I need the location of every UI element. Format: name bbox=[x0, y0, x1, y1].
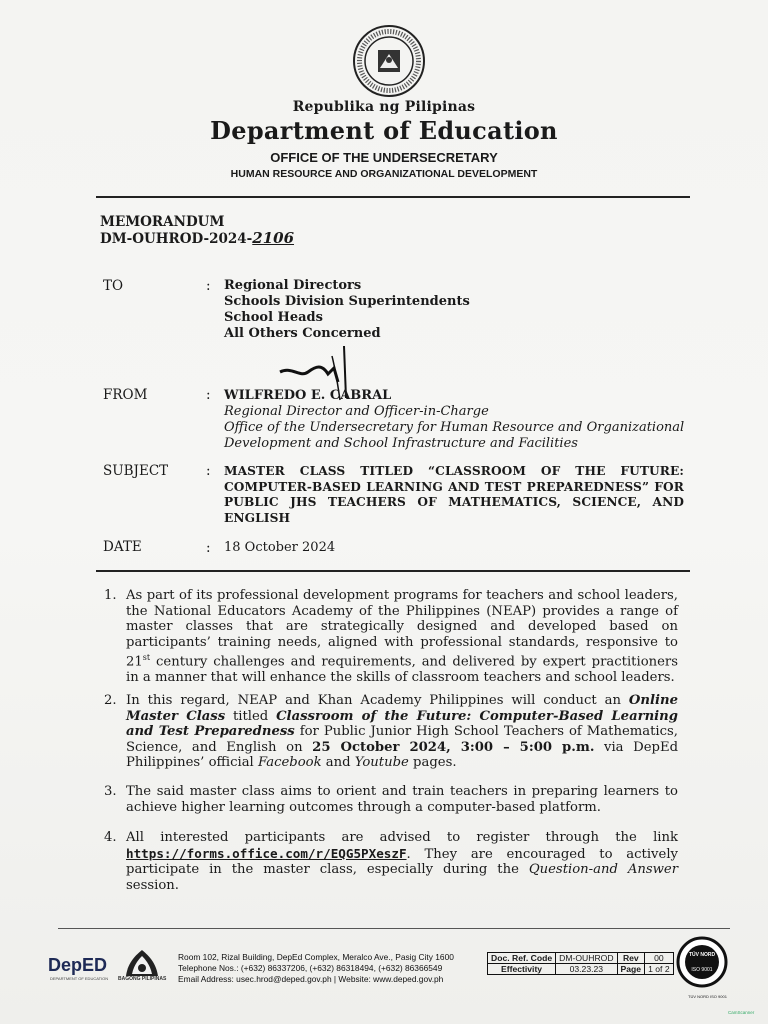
p4-a: All interested participants are advised to register through the link bbox=[126, 830, 678, 845]
hrod-heading: HUMAN RESOURCE AND ORGANIZATIONAL DEVELOPMENT bbox=[230, 168, 538, 180]
department-heading: Department of Education bbox=[210, 116, 558, 145]
p2-i: and bbox=[321, 755, 355, 771]
footer-divider bbox=[58, 928, 730, 929]
memo-label: MEMORANDUM bbox=[100, 214, 225, 230]
paragraph-4-body bbox=[126, 830, 678, 893]
memo-number-prefix: DM-OUHROD-2024- bbox=[100, 231, 253, 247]
iso-certificate-note: TÜV NORD ISO 9001 bbox=[688, 994, 727, 999]
paragraph-1-body bbox=[126, 588, 678, 686]
date-value: 18 October 2024 bbox=[224, 540, 336, 555]
memo-number-handwritten: 2106 bbox=[252, 229, 295, 247]
svg-text:TÜV NORD: TÜV NORD bbox=[688, 952, 716, 958]
header-divider bbox=[96, 196, 690, 198]
docref-page-value: 1 of 2 bbox=[645, 964, 674, 975]
date-colon: : bbox=[206, 540, 211, 556]
docref-effectivity-label: Effectivity bbox=[488, 964, 556, 975]
deped-seal-icon bbox=[352, 24, 426, 98]
from-name: WILFREDO E. CABRAL bbox=[224, 388, 392, 403]
to-label: TO bbox=[103, 278, 124, 294]
republika-heading: Republika ng Pilipinas bbox=[292, 99, 476, 115]
p2-a: In this regard, NEAP and Khan Academy Philippines will conduct an bbox=[126, 693, 629, 708]
paragraph-1-text-b: century challenges and requirements, and delivered by expert practitioners in a manner that will enhance the skills of classroom teachers and school leaders. bbox=[126, 654, 678, 686]
svg-text:ISO 9001: ISO 9001 bbox=[691, 967, 713, 973]
footer-contact bbox=[178, 952, 454, 985]
paragraph-4 bbox=[104, 830, 678, 893]
paragraph-1-text-a: As part of its professional development programs for teachers and school leaders, the National Educators Academy of the Philippines (NEAP) provides a range of master classes that are strategically designed and developed based on participants’ training needs, aligned with professional standards, responsive to 21 bbox=[126, 588, 678, 670]
p4-d: session. bbox=[126, 877, 179, 893]
to-line-2: Schools Division Superintendents bbox=[224, 294, 470, 309]
memo-number bbox=[100, 229, 294, 247]
to-line-4: All Others Concerned bbox=[224, 326, 381, 341]
p2-e: for Public Junior High School Teachers of Mathematics, Science, and English on bbox=[126, 724, 678, 755]
iso-certification-badge-icon bbox=[676, 936, 728, 988]
body-divider bbox=[96, 570, 690, 572]
paragraph-3-number: 3. bbox=[104, 784, 117, 799]
docref-code-label: Doc. Ref. Code bbox=[488, 953, 556, 964]
to-line-1: Regional Directors bbox=[224, 278, 362, 293]
subject-colon: : bbox=[206, 463, 211, 479]
p2-k: pages. bbox=[408, 755, 457, 771]
paragraph-2 bbox=[104, 693, 678, 771]
docref-page-label: Page bbox=[617, 964, 645, 975]
p2-schedule: 25 October 2024, 3:00 – 5:00 p.m. bbox=[312, 739, 595, 755]
paragraph-4-number: 4. bbox=[104, 830, 117, 845]
p2-youtube: Youtube bbox=[354, 755, 409, 771]
footer-phones: Telephone Nos.: (+632) 86337206, (+632) 86318494, (+632) 86366549 bbox=[178, 963, 443, 973]
to-recipients bbox=[224, 278, 470, 342]
from-label: FROM bbox=[103, 387, 148, 403]
subject-text: MASTER CLASS TITLED “CLASSROOM OF THE FUTURE: COMPUTER-BASED LEARNING AND TEST PREPAREDNESS” FOR PUBLIC JHS TEACHERS OF MATHEMATICS, SCIENCE, AND ENGLISH bbox=[224, 464, 684, 525]
deped-logo: DepED bbox=[48, 955, 108, 975]
p2-g: via DepEd Philippines’ official bbox=[126, 739, 679, 771]
docref-rev-label: Rev bbox=[617, 953, 645, 964]
date-label: DATE bbox=[103, 539, 142, 555]
p2-class-title: Classroom of the Future: Computer-Based Learning and Test Preparedness bbox=[126, 708, 678, 740]
camscanner-watermark: CamScanner bbox=[728, 1010, 755, 1015]
footer-address: Room 102, Rizal Building, DepEd Complex, Meralco Ave., Pasig City 1600 bbox=[178, 952, 454, 962]
docref-code-value: DM-OUHROD bbox=[556, 953, 617, 964]
bagong-pilipinas-label: BAGONG PILIPINAS bbox=[118, 976, 167, 982]
p2-c: titled bbox=[225, 708, 277, 724]
to-line-3: School Heads bbox=[224, 310, 323, 325]
deped-logo-subtext: DEPARTMENT OF EDUCATION bbox=[50, 976, 109, 981]
paragraph-3 bbox=[104, 784, 678, 815]
from-office-line-1: Office of the Undersecretary for Human Resource and Organizational bbox=[224, 420, 685, 435]
from-block bbox=[224, 388, 694, 452]
to-colon: : bbox=[206, 278, 211, 294]
paragraph-1 bbox=[104, 588, 678, 686]
p4-qa: Question-and Answer bbox=[528, 862, 679, 878]
from-office-line-2: Development and School Infrastructure and Facilities bbox=[224, 436, 578, 451]
paragraph-2-number: 2. bbox=[104, 693, 117, 708]
docref-rev-value: 00 bbox=[645, 953, 674, 964]
paragraph-1-number: 1. bbox=[104, 588, 117, 603]
paragraph-2-body bbox=[126, 693, 678, 771]
registration-link[interactable]: https://forms.office.com/r/EQG5PXeszF bbox=[126, 845, 407, 861]
document-reference-table bbox=[487, 952, 674, 975]
from-title: Regional Director and Officer-in-Charge bbox=[224, 404, 489, 419]
p2-online-master-class: Online Master Class bbox=[126, 693, 678, 724]
footer-email-web: Email Address: usec.hrod@deped.gov.ph | Website: www.deped.gov.ph bbox=[178, 974, 444, 984]
p4-b: . They are encouraged to actively participate in the master class, especially during the bbox=[126, 846, 678, 878]
docref-effectivity-value: 03.23.23 bbox=[556, 964, 617, 975]
paragraph-1-sup: st bbox=[142, 653, 151, 663]
office-heading: OFFICE OF THE UNDERSECRETARY bbox=[270, 150, 498, 165]
subject-label: SUBJECT bbox=[103, 463, 169, 479]
bagong-pilipinas-logo-icon bbox=[118, 946, 166, 980]
p2-facebook: Facebook bbox=[257, 755, 322, 771]
from-colon: : bbox=[206, 387, 211, 403]
paragraph-3-body: The said master class aims to orient and train teachers in preparing learners to achieve higher learning outcomes through a computer-based platform. bbox=[126, 784, 678, 815]
